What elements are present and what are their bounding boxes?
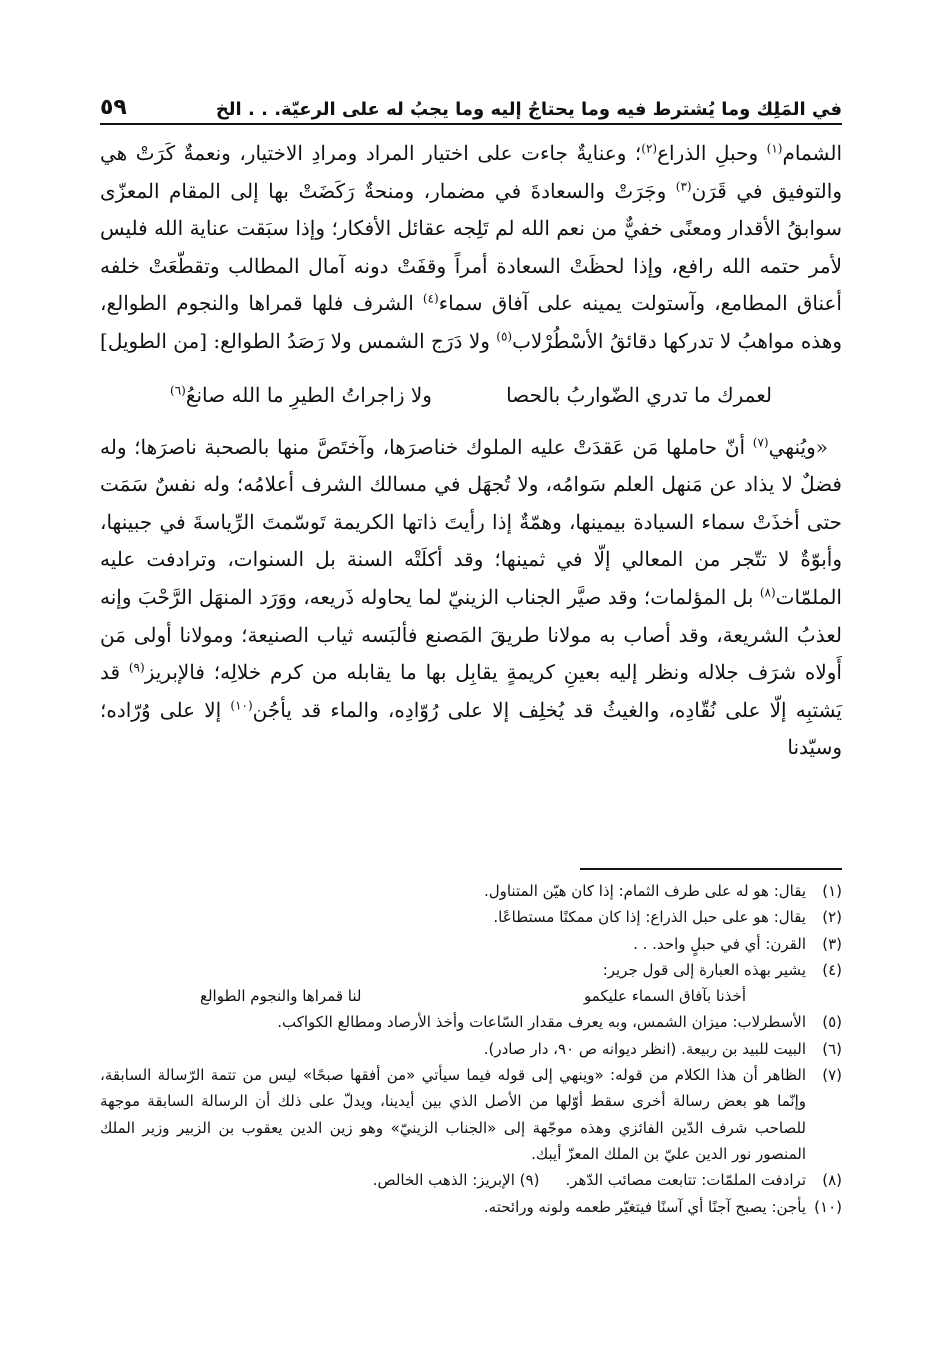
text-run: ؛ وعنايةٌ جاءت على اختيار المراد ومرادِ الاختيار، ونعمةٌ كَرَتْ هي والتوفيق في قَرَن — [100, 141, 842, 203]
footnote-number: (٥) — [822, 1013, 842, 1032]
footnote-number: (١٠) — [814, 1197, 842, 1216]
footnote-8-9 — [100, 1167, 842, 1193]
text-run: إلا على وُرّاده؛ وسيّدنا — [100, 697, 842, 760]
verse-hemistich-2-wrap — [170, 377, 432, 413]
footnote-rule — [580, 868, 842, 870]
footnote-3 — [100, 931, 842, 957]
text-run: الشرف فلها قمراها والنجوم الطوالع، وهذه مواهبُ لا تدركها دقائقُ الأسْطُرْلاب — [100, 291, 842, 353]
footnote-text: القرن: أي في حبلٍ واحد. . . — [633, 934, 806, 953]
footnote-text: الظاهر أن هذا الكلام من قوله: «وينهي إلى قوله فيما سيأتي «من أفقها صبحًا» ليس من تتمة الرّسالة السابقة، وإنّما هو بعض رسالة أخرى سقط أوّلها من الأصل الذي بين أيدينا، ويدلّ على ذلك أن الرسالة السابقة موجهة للصاحب شرف الدّين الفائزي وهذه موجّهة إلى «الجناب الزينيّ» وهو زين الدين يعقوب بن الزبير وزير الملك المنصور نور الدين عليّ بن الملك المعزّ أيبك. — [100, 1066, 806, 1163]
footnote-ref-4: (٤) — [422, 291, 439, 306]
footnote-ref-9: (٩) — [128, 660, 145, 675]
footnote-text: يشير بهذه العبارة إلى قول جرير: — [602, 960, 806, 979]
footnote-9 — [373, 1167, 540, 1193]
footnote-number: (٩) — [519, 1171, 540, 1190]
text-run: الشمام — [782, 141, 842, 165]
footnote-4-verse — [100, 983, 806, 1009]
footnote-text: الأسطرلاب: ميزان الشمس، وبه يعرف مقدار السّاعات وأخذ الأرصاد ومطالع الكواكب. — [277, 1013, 806, 1032]
page-header — [100, 84, 842, 120]
footnote-ref-5: (٥) — [496, 329, 513, 344]
footnote-number: (١) — [822, 882, 842, 900]
text-run: وحبلِ الذراع — [657, 141, 767, 165]
footnote-7 — [100, 1062, 842, 1167]
verse-hemistich-2: ولا زاجراتُ الطيرِ ما الله صانعُ — [185, 382, 432, 407]
running-title: في المَلِك وما يُشترط فيه وما يحتاجُ إليه وما يجبُ له على الرعيّة. . . الخ — [215, 99, 842, 120]
text-run: ولا دَرَج الشمس ولا رَصَدُ الطوالع: [من الطويل] — [100, 328, 497, 353]
footnote-1 — [100, 878, 842, 904]
footnote-number: (٤) — [822, 960, 842, 979]
footnote-verse-hemistich-2: لنا قمراها والنجوم الطوالع — [200, 987, 362, 1006]
footnote-4 — [100, 957, 842, 983]
text-run: بل المؤلمات؛ وقد صيَّر الجناب الزينيّ لما يحاوله ذَريعه، ووَرَد المنهَل الرَّحْبَ وإنه لعذبُ الشريعة، وقد أصاب به مولانا طريقَ المَصنع فألبَسه ثياب الصنيعة؛ ومولانا أولى مَن أَولاه شرَف جلاله ونظر إليه بعينِ كريمةٍ يقابِل بها ما يقابله من كرم خلالِه؛ فالإبريز — [100, 584, 842, 685]
footnote-5 — [100, 1009, 842, 1035]
footnote-ref-1: (١) — [766, 141, 783, 156]
text-run: قد يَشتبِه إلّا على نُقّادِه، والغيثُ قد يُخلِف إلا على رُوّادِه، والماء قد يأجُن — [100, 660, 842, 722]
main-text — [100, 135, 842, 767]
footnote-text: يأجن: يصبح آجنًا أي آسنًا فيتغيّر طعمه ولونه ورائحته. — [483, 1197, 806, 1216]
footnote-6 — [100, 1036, 842, 1062]
footnote-number: (٧) — [822, 1066, 842, 1085]
paragraph-2 — [100, 429, 842, 767]
footnote-ref-7: (٧) — [752, 434, 769, 449]
footnote-2 — [100, 904, 842, 930]
footnote-text: الإبريز: الذهب الخالص. — [372, 1171, 515, 1190]
footnotes — [100, 878, 842, 1220]
footnote-text: يقال: هو على حبل الذراع: إذا كان ممكنًا مستطاعًا. — [493, 908, 806, 927]
footnote-ref-6: (٦) — [170, 382, 186, 397]
footnote-verse-hemistich-1: أخذنا بآفاق السماء عليكمو — [583, 987, 746, 1006]
footnote-number: (٨) — [822, 1171, 842, 1190]
footnote-text: يقال: هو له على طرف الثمام: إذا كان هيّن المتناول. — [483, 882, 806, 900]
footnote-ref-2: (٢) — [641, 141, 658, 156]
text-run: أنّ حاملها مَن عَقدَتْ عليه الملوك خناصرَها، وآختَصَّ منها بالصحبة ناصرَها؛ وله فضلٌ لا يذاد عن مَنهل العلم سَوامُه، ولا تُجهَل في مسالك الشرف أعلامُه؛ وله نفسٌ سَمَت حتى أخذَتْ سماء السيادة بيمينها، وهمّةٌ إذا رأيتَ ذاتها الكريمة تَوسّمتَ الرِّياسةَ في جبينها، وأبوّةٌ لا تتّجر من المعالي إلّا في ثمينها؛ وقد أكلَتْه السنة بل السنوات، وترادفت عليه الملمّات — [100, 434, 842, 609]
footnote-ref-10: (١٠) — [230, 698, 253, 713]
footnote-number: (٦) — [822, 1039, 842, 1058]
poem-verse — [100, 377, 842, 413]
header-rule — [100, 123, 842, 125]
footnote-ref-8: (٨) — [759, 585, 776, 600]
text-run: وجَرَتْ والسعادةَ في مضمار، ومنحةٌ رَكَضَتْ بها إلى المقام المعزّى سوابقُ الأقدار ومعنًى خفيٌّ من نعم الله لم تَلِجه عقائل الأفكار؛ وإذا سبَقت عناية الله فليس لأمر حتمه الله رافع، وإذا لحظَتْ السعادة أمراً وقفَتْ دونه آمال المطالب وتقطّعَتْ خلفه أعناق المطامع، وآستولت يمينه على آفاق سماء — [100, 178, 842, 316]
footnote-text: ترادفت الملمّات: تتابعت مصائب الدّهر. — [565, 1171, 806, 1190]
footnote-text: البيت للبيد بن ربيعة. (انظر ديوانه ص ٩٠، دار صادر). — [483, 1039, 806, 1058]
footnote-row — [373, 1167, 806, 1193]
paragraph-1 — [100, 135, 842, 361]
footnote-10 — [100, 1194, 842, 1220]
page-number: ٥٩ — [100, 95, 127, 120]
footnote-number: (٢) — [822, 908, 842, 927]
text-run: «ويُنهي — [768, 434, 828, 459]
footnote-ref-3: (٣) — [675, 178, 692, 193]
verse-hemistich-1: لعمرك ما تدري الضّواربُ بالحصا — [506, 382, 772, 407]
footnote-number: (٣) — [822, 934, 842, 953]
